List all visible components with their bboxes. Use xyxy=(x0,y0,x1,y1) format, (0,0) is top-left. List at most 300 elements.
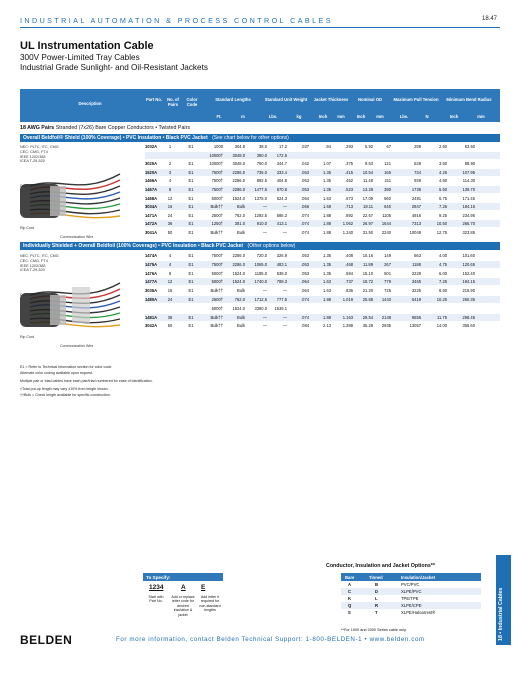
table-cell: 8 xyxy=(168,270,172,276)
spec-line: NEC: PLTC, ITC, CMG xyxy=(20,254,59,258)
to-specify-box xyxy=(143,573,223,639)
table-cell: 3025A xyxy=(145,161,158,167)
table-cell: 2229 xyxy=(411,270,421,276)
options-col-bare: Bare xyxy=(345,575,355,580)
table-cell: 3042A xyxy=(145,323,158,329)
col-pull-tension: Maximum Pull Tension xyxy=(393,97,439,102)
table-cell: .523 xyxy=(345,187,353,192)
to-specify-body xyxy=(143,581,223,633)
table-cell: 13.28 xyxy=(362,187,373,192)
table-cell: E1 xyxy=(188,288,194,294)
to-specify-title: To Specify: xyxy=(143,573,223,581)
table-row xyxy=(145,152,500,159)
table-cell: 260.35 xyxy=(462,297,475,302)
table-row xyxy=(145,314,500,321)
table-cell: 670.8 xyxy=(276,187,287,192)
table-cell: Bulk†† xyxy=(210,323,223,329)
rip-cord-label-2: Rip Cord xyxy=(20,335,35,339)
awg-heading xyxy=(20,125,190,131)
section-2-specs xyxy=(20,254,59,273)
table-cell: — xyxy=(262,204,267,210)
table-cell: 184.15 xyxy=(462,204,475,210)
table-cell: 10049 xyxy=(409,230,421,235)
table-cell: 215.90 xyxy=(462,288,475,294)
table-cell: 10.25 xyxy=(436,297,447,302)
table-cell: 4916 xyxy=(411,212,421,218)
unit-mm-3: mm xyxy=(477,114,485,119)
table-cell: 18.72 xyxy=(362,279,373,285)
table-cell: 1.63 xyxy=(323,288,331,294)
table-cell: .594 xyxy=(345,270,353,276)
table-cell: 1375.0 xyxy=(254,195,267,201)
table-cell: 5000† xyxy=(211,305,223,311)
options-row: Q R XLPE/CPE xyxy=(341,602,481,609)
table-cell: 10000† xyxy=(209,152,223,158)
table-cell: 1477.5 xyxy=(254,187,267,192)
table-cell: 5000† xyxy=(211,279,223,285)
table-cell: 31.50 xyxy=(362,230,373,235)
section-2-note: (Other options below) xyxy=(247,243,296,249)
side-tab-label: 18 • Industrial Cables xyxy=(498,587,504,641)
table-cell: 3 xyxy=(168,169,172,175)
table-cell: 10.16 xyxy=(362,253,373,258)
table-cell: .737 xyxy=(345,279,353,285)
table-cell: 11.48 xyxy=(363,178,373,184)
table-cell: 29.54 xyxy=(362,314,373,320)
table-cell: .074 xyxy=(301,314,309,320)
table-cell: 1712.5 xyxy=(254,297,267,302)
table-cell: 1.35 xyxy=(323,187,331,192)
table-cell: E1 xyxy=(188,178,194,184)
cable-illustration-2 xyxy=(20,275,130,335)
table-cell: 35.28 xyxy=(362,323,373,329)
specify-insulation: A xyxy=(181,584,186,591)
table-cell: .042 xyxy=(301,161,309,167)
table-cell: 298 xyxy=(414,144,421,149)
awg-subtitle: Stranded (7x26) Bare Copper Conductors • Twisted Pairs xyxy=(55,125,190,131)
table-cell: — xyxy=(262,288,267,294)
table-cell: E1 xyxy=(188,195,194,201)
table-row xyxy=(145,212,500,219)
table-cell: — xyxy=(282,230,287,235)
spec-line: IEEE 1202/383 xyxy=(20,154,46,159)
section-2-bar xyxy=(20,242,500,250)
table-cell: 6.00 xyxy=(439,270,447,276)
table-cell: 101.60 xyxy=(462,253,475,258)
table-cell: .066 xyxy=(301,204,309,210)
table-cell: E1 xyxy=(188,144,194,149)
table-cell: Bulk†† xyxy=(210,204,223,210)
table-cell: 1.163 xyxy=(342,314,353,320)
table-cell: 1.019 xyxy=(342,297,353,302)
table-cell: 7500† xyxy=(211,169,223,175)
options-row: C D XLPE/PVC xyxy=(341,588,481,595)
table-cell: 2935 xyxy=(381,323,391,329)
table-cell: 344.7 xyxy=(276,161,287,167)
table-cell: — xyxy=(262,314,267,320)
table-cell: E1 xyxy=(188,314,194,320)
table-cell: E1 xyxy=(188,261,194,267)
table-cell: 17.09 xyxy=(362,195,373,201)
table-cell: — xyxy=(282,204,287,210)
table-cell: .415 xyxy=(345,169,353,175)
table-cell: 24 xyxy=(167,212,173,218)
table-cell: .053 xyxy=(301,270,309,276)
table-cell: 1000 xyxy=(213,144,223,149)
table-cell: 2.50 xyxy=(439,144,447,149)
table-cell: 10000† xyxy=(209,161,223,167)
table-cell: 1105 xyxy=(382,212,391,218)
drain-wire-label: Drain Wire xyxy=(20,184,37,188)
table-cell: Bulk†† xyxy=(210,230,223,235)
table-cell: 1524.0 xyxy=(232,279,245,285)
unit-mm-1: mm xyxy=(337,114,345,119)
options-footnote: **For 1000 and 2000 Series cable only. xyxy=(341,628,407,632)
table-cell: 7500† xyxy=(211,261,223,267)
table-cell: 1471A xyxy=(145,212,158,218)
table-cell: 7500† xyxy=(211,253,223,258)
table-cell: 21.20 xyxy=(362,288,373,294)
table-cell: 38.0 xyxy=(259,144,267,149)
table-cell: 640 xyxy=(384,204,391,210)
table-row xyxy=(145,252,500,259)
table-cell: 184.15 xyxy=(462,279,475,285)
table-cell: 390 xyxy=(384,187,391,192)
table-cell: — xyxy=(282,288,287,294)
note-line: E1 = Refer to Technical Information section for color code. xyxy=(20,365,113,369)
table-cell: Bulk†† xyxy=(210,288,223,294)
table-cell: 26.97 xyxy=(362,221,373,227)
table-cell: 1539.1 xyxy=(274,305,287,311)
table-cell: 1185.0 xyxy=(254,270,267,276)
table-cell: 4.25 xyxy=(439,169,447,175)
table-cell: 234.95 xyxy=(462,212,475,218)
col-color-code: Color Code xyxy=(186,97,198,107)
table-cell: 326.9 xyxy=(276,253,287,258)
spec-line: CEC: CMG, FT4 xyxy=(20,149,48,154)
unit-lbs-2: Lbs. xyxy=(399,114,409,119)
table-cell: 333.4 xyxy=(276,169,287,175)
table-cell: 1.35 xyxy=(323,253,331,258)
belden-logo: BELDEN xyxy=(20,633,73,647)
table-cell: 16 xyxy=(167,288,173,294)
table-cell: 11.75 xyxy=(437,314,447,320)
table-cell: .053 xyxy=(301,187,309,192)
top-rule xyxy=(20,27,500,28)
table-cell: 1520A xyxy=(145,169,158,175)
table-cell: 2286.0 xyxy=(232,178,245,184)
table-cell: E1 xyxy=(188,204,194,210)
table-row xyxy=(145,305,500,312)
note-line: †Total put-up length may vary ±10% from length shown. xyxy=(20,387,109,391)
table-cell: 762.0 xyxy=(234,297,245,302)
table-row xyxy=(145,270,500,277)
table-cell: 538 xyxy=(414,161,421,167)
table-cell: 1188 xyxy=(412,261,421,267)
table-cell: E1 xyxy=(188,323,194,329)
table-cell: 1065.0 xyxy=(254,261,267,267)
table-row xyxy=(145,203,500,210)
page-title: UL Instrumentation Cable xyxy=(20,40,154,52)
table-cell: 2 xyxy=(168,161,172,167)
section-1-title: Overall Beldfoil® Shield (100% Coverage) • PVC Insulation • Black PVC Jacket xyxy=(23,135,208,141)
table-cell: 1.240 xyxy=(342,230,353,235)
table-cell: 762.0 xyxy=(234,212,245,218)
table-cell: 734 xyxy=(414,169,421,175)
table-cell: 298.45 xyxy=(462,314,475,320)
table-cell: .375 xyxy=(345,161,353,167)
table-cell: 910.0 xyxy=(256,221,267,227)
table-cell: 483.1 xyxy=(276,261,287,267)
table-cell: .074 xyxy=(301,297,309,302)
unit-m: m xyxy=(241,114,245,119)
table-cell: 1477A xyxy=(145,279,158,285)
table-header xyxy=(20,89,500,122)
drain-wire-label-2: Drain Wire xyxy=(20,293,37,297)
table-cell: 789.3 xyxy=(276,279,287,285)
table-cell: 1443 xyxy=(381,297,391,302)
side-tab xyxy=(496,555,511,645)
table-cell: 22.67 xyxy=(362,212,373,218)
table-cell: .713 xyxy=(345,204,353,210)
table-cell: 4.75 xyxy=(439,261,447,267)
options-col-insulation: Insulation/Jacket xyxy=(401,575,435,580)
table-cell: 5.50 xyxy=(439,187,447,192)
table-cell: 6419 xyxy=(411,297,421,302)
table-cell: 725 xyxy=(384,288,391,294)
table-cell: 17.2 xyxy=(279,144,287,149)
table-cell: 892.5 xyxy=(256,178,267,184)
table-cell: Bulk xyxy=(237,323,245,329)
table-cell: 171.45 xyxy=(462,195,475,201)
table-cell: 404.8 xyxy=(276,178,287,184)
table-cell: 8 xyxy=(168,187,172,192)
table-cell: 1524.0 xyxy=(232,195,245,201)
table-cell: 1475A xyxy=(145,261,158,267)
table-row xyxy=(145,177,500,184)
table-row xyxy=(145,169,500,176)
table-row xyxy=(145,195,500,202)
table-cell: 267 xyxy=(384,261,391,267)
table-cell: E1 xyxy=(188,221,194,227)
spec-line: NEC: PLTC, ITC, CMG xyxy=(20,145,59,149)
table-cell: 1644 xyxy=(381,221,391,227)
table-cell: 4 xyxy=(168,261,172,267)
table-cell: 380.0 xyxy=(256,152,267,158)
comm-wire-label: Communication Wire xyxy=(60,235,94,239)
table-cell: 1.35 xyxy=(323,261,331,267)
table-cell: 7500† xyxy=(211,178,223,184)
table-cell: 1.88 xyxy=(323,297,331,302)
table-row xyxy=(145,143,500,150)
table-cell: 1032A xyxy=(145,144,158,149)
cable-illustration-1 xyxy=(20,166,130,226)
unit-mm-2: mm xyxy=(376,114,384,119)
table-cell: 3048.0 xyxy=(232,152,245,158)
table-cell: 114.30 xyxy=(462,178,475,184)
table-cell: 2286.0 xyxy=(232,169,245,175)
table-cell: 5000† xyxy=(211,270,223,276)
specify-length: E xyxy=(201,584,206,591)
table-cell: .452 xyxy=(345,178,353,184)
table-cell: 36 xyxy=(167,221,173,227)
table-cell: 120.65 xyxy=(462,261,475,267)
unit-inch-1: Inch xyxy=(318,114,328,119)
table-cell: 777.5 xyxy=(276,297,287,302)
awg-title: 18 AWG Pairs xyxy=(20,125,55,131)
specify-desc-1: Start with Part No. xyxy=(148,595,164,604)
table-cell: .053 xyxy=(301,253,309,258)
table-cell: 266.70 xyxy=(462,221,475,227)
table-cell: 9.25 xyxy=(439,212,447,218)
table-cell: 4 xyxy=(168,178,172,184)
table-cell: 2847 xyxy=(411,204,421,210)
table-cell: 538.0 xyxy=(276,270,287,276)
table-cell: 12 xyxy=(167,195,173,201)
table-cell: 1481A xyxy=(145,314,158,320)
table-cell: 9.53 xyxy=(365,161,373,167)
specify-desc-3: Add letter if required for non-standard lengths xyxy=(199,595,221,613)
table-cell: .074 xyxy=(301,212,309,218)
specify-part: 1234 xyxy=(149,584,164,591)
table-cell: Bulk xyxy=(237,230,245,235)
table-cell: Bulk xyxy=(237,288,245,294)
table-cell: 7500† xyxy=(211,187,223,192)
spec-line: ICEA T-29-520 xyxy=(20,159,45,164)
table-cell: 13057 xyxy=(409,323,421,329)
options-row: A B PVC/PVC xyxy=(348,582,420,587)
table-cell: .053 xyxy=(301,261,309,267)
table-cell: 663 xyxy=(414,253,421,258)
table-cell: 50 xyxy=(167,230,173,235)
footer-contact: For more information, contact Belden Technical Support: 1-800-BELDEN-1 • www.belden.com xyxy=(116,636,425,643)
table-cell: 3225 xyxy=(411,288,421,294)
table-cell: 1 xyxy=(168,144,172,149)
col-std-lengths: Standard Lengths xyxy=(215,97,251,102)
unit-inch-3: Inch xyxy=(449,114,459,119)
table-cell: 586.3 xyxy=(276,212,287,218)
table-notes xyxy=(20,364,153,398)
table-cell: .053 xyxy=(301,169,309,175)
table-cell: 16 xyxy=(167,204,173,210)
table-row xyxy=(145,186,500,193)
subtitle-line-2: Industrial Grade Sunlight- and Oil-Resistant Jackets xyxy=(20,63,208,72)
specify-desc-2: Add or replace letter code for desired insulation & jacket xyxy=(171,595,195,617)
table-cell: E1 xyxy=(188,297,194,302)
table-cell: 720.0 xyxy=(256,253,267,258)
table-cell: .293 xyxy=(345,144,353,149)
table-cell: — xyxy=(282,323,287,329)
table-cell: 1466A xyxy=(145,178,158,184)
table-cell: 1250† xyxy=(211,221,223,227)
table-cell: 1472A xyxy=(145,221,158,227)
table-cell: 5000† xyxy=(211,195,223,201)
table-cell: 1.35 xyxy=(323,270,331,276)
table-cell: 1524.0 xyxy=(232,305,245,311)
table-cell: .064 xyxy=(301,288,309,294)
table-cell: 12 xyxy=(167,279,173,285)
table-row xyxy=(145,322,500,329)
table-cell: 36 xyxy=(167,314,173,320)
table-cell: 3390.0 xyxy=(254,305,267,311)
unit-lbs: Lbs. xyxy=(268,114,278,119)
table-cell: E1 xyxy=(188,230,194,235)
col-no-pairs: No. of Pairs xyxy=(167,97,179,107)
spec-line: ICEA T-29-520 xyxy=(20,268,45,273)
table-cell: 1.07 xyxy=(323,161,331,167)
table-cell: 4.50 xyxy=(439,178,447,184)
table-cell: 3034A xyxy=(145,204,158,210)
table-cell: 2286.0 xyxy=(232,253,245,258)
section-2-title: Individually Shielded + Overall Beldfoil (100% Coverage) • PVC Insulation • Black PVC Jacket xyxy=(23,243,244,249)
table-cell: .408 xyxy=(345,253,353,258)
table-row xyxy=(145,287,500,294)
options-table xyxy=(341,573,481,616)
table-cell: 1.63 xyxy=(323,279,331,285)
table-row xyxy=(145,160,500,167)
options-row: S T XLPE/Haloarrest® xyxy=(348,610,436,615)
table-cell: 1.68 xyxy=(323,204,331,210)
note-line: Multiple pair or triad cables have each pair/triad numbered for ease of identification. xyxy=(20,379,153,383)
note-line: Alternate color coding available upon request. xyxy=(20,371,93,375)
table-cell: 3035A xyxy=(145,288,158,294)
section-1-bar xyxy=(20,134,500,142)
table-row xyxy=(145,229,500,236)
table-cell: .94 xyxy=(325,144,331,149)
table-row xyxy=(145,296,500,303)
table-cell: 735.0 xyxy=(256,169,267,175)
table-cell: 323.85 xyxy=(462,230,475,235)
table-cell: 10.50 xyxy=(436,221,447,227)
table-cell: 1524.0 xyxy=(232,270,245,276)
table-cell: .468 xyxy=(345,261,353,267)
table-cell: 2148 xyxy=(381,314,391,320)
table-cell: 1.88 xyxy=(323,230,331,235)
table-cell: .836 xyxy=(345,288,353,294)
table-cell: 9556 xyxy=(411,314,421,320)
table-cell: 1.062 xyxy=(342,221,353,227)
table-cell: Bulk xyxy=(237,314,245,320)
table-cell: 6.75 xyxy=(439,195,447,201)
table-cell: E1 xyxy=(188,270,194,276)
table-cell: 3465 xyxy=(411,279,421,285)
table-cell: 3.50 xyxy=(439,161,447,167)
table-cell: .084 xyxy=(301,323,309,329)
table-cell: E1 xyxy=(188,212,194,218)
table-cell: E1 xyxy=(188,169,194,175)
table-cell: 1467A xyxy=(145,187,158,192)
table-cell: 760.0 xyxy=(256,161,267,167)
page-subtitle xyxy=(20,53,208,73)
table-cell: Bulk xyxy=(237,204,245,210)
table-cell: 12.75 xyxy=(436,230,447,235)
table-cell: 5.92 xyxy=(365,144,373,149)
table-cell: 149 xyxy=(384,253,391,258)
section-1-note: (See chart below for other options) xyxy=(212,135,289,141)
table-cell: 1.35 xyxy=(323,178,331,184)
table-cell: 211 xyxy=(384,178,391,184)
table-cell: .673 xyxy=(345,195,353,201)
table-row xyxy=(145,261,500,268)
table-cell: 4 xyxy=(168,253,172,258)
col-unit-weight: Standard Unit Weight xyxy=(264,97,308,102)
table-cell: 139.70 xyxy=(462,187,475,192)
table-cell: 1.63 xyxy=(323,195,331,201)
rip-cord-label: Rip Cord xyxy=(20,226,35,230)
section-title: INDUSTRIAL AUTOMATION & PROCESS CONTROL CABLES xyxy=(20,16,333,25)
table-cell: 1.88 xyxy=(323,212,331,218)
table-cell: 7.25 xyxy=(439,204,447,210)
